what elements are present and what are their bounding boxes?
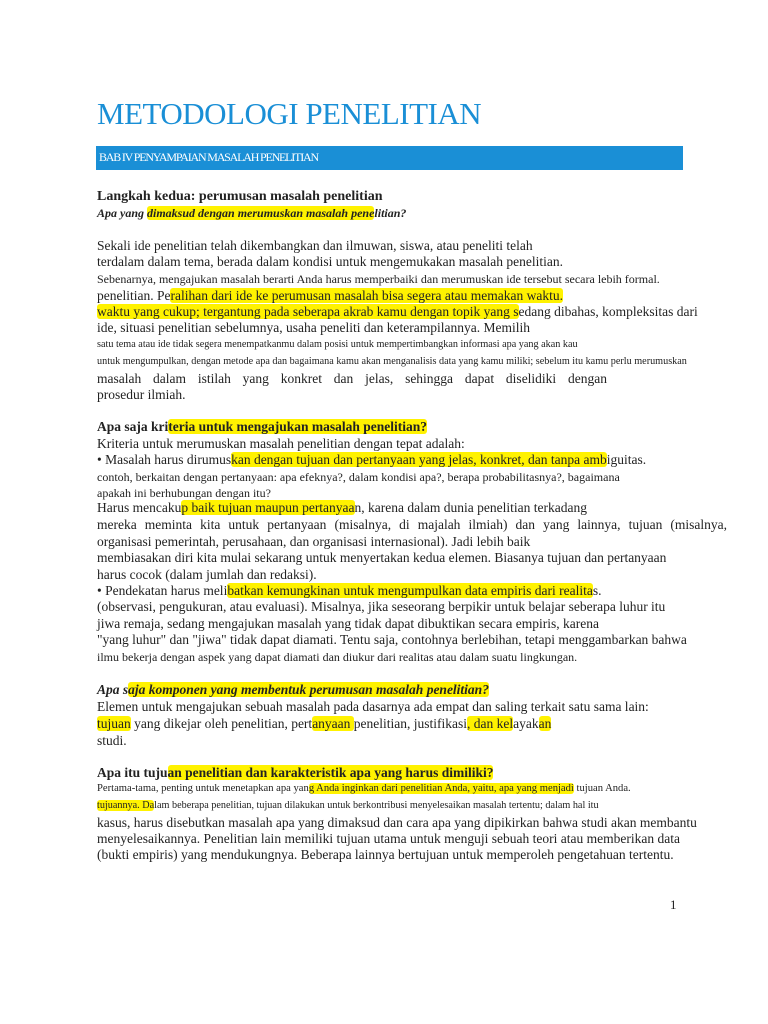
- paragraph-line: menyelesaikannya. Penelitian lain memiliki tujuan utama untuk menguji sebuah teori atau memberikan data: [97, 831, 680, 846]
- paragraph-line: jiwa remaja, sedang mengajukan masalah yang tidak dapat dibuktikan secara empiris, karena: [97, 616, 599, 631]
- paragraph-line: Kriteria untuk merumuskan masalah penelitian dengan tepat adalah:: [97, 436, 465, 451]
- paragraph-line: penelitian. Peralihan dari ide ke perumusan masalah bisa segera atau memakan waktu.: [97, 288, 563, 303]
- chapter-banner-text: BAB IV PENYAMPAIAN MASALAH PENELITIAN: [99, 150, 318, 164]
- section1-subheading: Apa yang dimaksud dengan merumuskan masalah penelitian?: [97, 206, 407, 220]
- paragraph-line: studi.: [97, 733, 127, 748]
- paragraph-line: Pertama-tama, penting untuk menetapkan apa yang Anda inginkan dari penelitian Anda, yaitu, apa yang menjadi tujuan Anda.: [97, 783, 631, 794]
- paragraph-line: mereka meminta kita untuk pertanyaan (misalnya, di majalah ilmiah) dan yang lainnya, tujuan (misalnya,: [97, 517, 727, 532]
- paragraph-line: tujuannya. Dalam beberapa penelitian, tujuan dilakukan untuk berkontribusi menyelesaikan masalah tertentu; dalam hal itu: [97, 800, 599, 811]
- paragraph-line: kasus, harus disebutkan masalah apa yang dimaksud dan cara apa yang dipikirkan bahwa studi akan membantu: [97, 815, 697, 830]
- paragraph-line: Sekali ide penelitian telah dikembangkan dan ilmuwan, siswa, atau peneliti telah: [97, 238, 533, 253]
- paragraph-line: untuk mengumpulkan, dengan metode apa dan bagaimana kamu akan menganalisis data yang kamu miliki; sebelum itu kamu perlu merumuskan: [97, 356, 687, 367]
- paragraph-line: • Masalah harus dirumuskan dengan tujuan dan pertanyaan yang jelas, konkret, dan tanpa ambiguitas.: [97, 452, 647, 467]
- paragraph-line: (bukti empiris) yang mendukungnya. Beberapa lainnya bertujuan untuk memperoleh pengetahuan tertentu.: [97, 847, 674, 862]
- paragraph-line: waktu yang cukup; tergantung pada seberapa akrab kamu dengan topik yang sedang dibahas, kompleksitas dari: [97, 304, 698, 319]
- paragraph-line: Harus mencakup baik tujuan maupun pertanyaan, karena dalam dunia penelitian terkadang: [97, 500, 587, 515]
- section2-heading: Apa saja kriteria untuk mengajukan masalah penelitian?: [97, 419, 428, 434]
- paragraph-line: tujuan yang dikejar oleh penelitian, pertanyaan penelitian, justifikasi, dan kelayakan: [97, 716, 552, 731]
- paragraph-line: contoh, berkaitan dengan pertanyaan: apa efeknya?, dalam kondisi apa?, berapa probabilitasnya?, bagaimana: [97, 470, 620, 484]
- paragraph-line: satu tema atau ide tidak segera menempatkanmu dalam posisi untuk mempertimbangkan informasi apa yang akan kau: [97, 339, 578, 350]
- section1-heading: Langkah kedua: perumusan masalah penelitian: [97, 189, 383, 204]
- section4-heading: Apa itu tujuan penelitian dan karakteristik apa yang harus dimiliki?: [97, 765, 494, 780]
- paragraph-line: prosedur ilmiah.: [97, 387, 186, 402]
- paragraph-line: Elemen untuk mengajukan sebuah masalah pada dasarnya ada empat dan saling terkait satu sama lain:: [97, 699, 649, 714]
- chapter-banner: [96, 146, 683, 170]
- paragraph-line: harus cocok (dalam jumlah dan redaksi).: [97, 567, 317, 582]
- paragraph-line: • Pendekatan harus melibatkan kemungkinan untuk mengumpulkan data empiris dari realitas.: [97, 583, 602, 598]
- page-number: 1: [670, 897, 677, 912]
- paragraph-line: ilmu bekerja dengan aspek yang dapat diamati dan diukur dari realitas atau dalam suatu lingkungan.: [97, 650, 578, 664]
- paragraph-line: ide, situasi penelitian sebelumnya, usaha peneliti dan keterampilannya. Memilih: [97, 320, 531, 335]
- paragraph-line: terdalam dalam tema, berada dalam kondisi untuk mengemukakan masalah penelitian.: [97, 254, 563, 269]
- document-title: METODOLOGI PENELITIAN: [97, 96, 482, 131]
- paragraph-line: (observasi, pengukuran, atau evaluasi). Misalnya, jika seseorang berpikir untuk belajar seberapa luhur itu: [97, 599, 666, 614]
- paragraph-line: masalah dalam istilah yang konkret dan jelas, sehingga dapat diselidiki dengan: [97, 371, 607, 386]
- paragraph-line: Sebenarnya, mengajukan masalah berarti Anda harus memperbaiki dan merumuskan ide tersebut secara lebih formal.: [97, 272, 660, 286]
- paragraph-line: membiasakan diri kita mulai sekarang untuk menyertakan kedua elemen. Biasanya tujuan dan pertanyaan: [97, 550, 667, 565]
- paragraph-line: "yang luhur" dan "jiwa" tidak dapat diamati. Tentu saja, contohnya berlebihan, tetapi menggambarkan bahwa: [97, 632, 687, 647]
- paragraph-line: organisasi pemerintah, perusahaan, dan organisasi internasional). Jadi lebih baik: [97, 534, 531, 549]
- section3-heading: Apa saja komponen yang membentuk perumusan masalah penelitian?: [97, 682, 489, 697]
- paragraph-line: apakah ini berhubungan dengan itu?: [97, 486, 271, 500]
